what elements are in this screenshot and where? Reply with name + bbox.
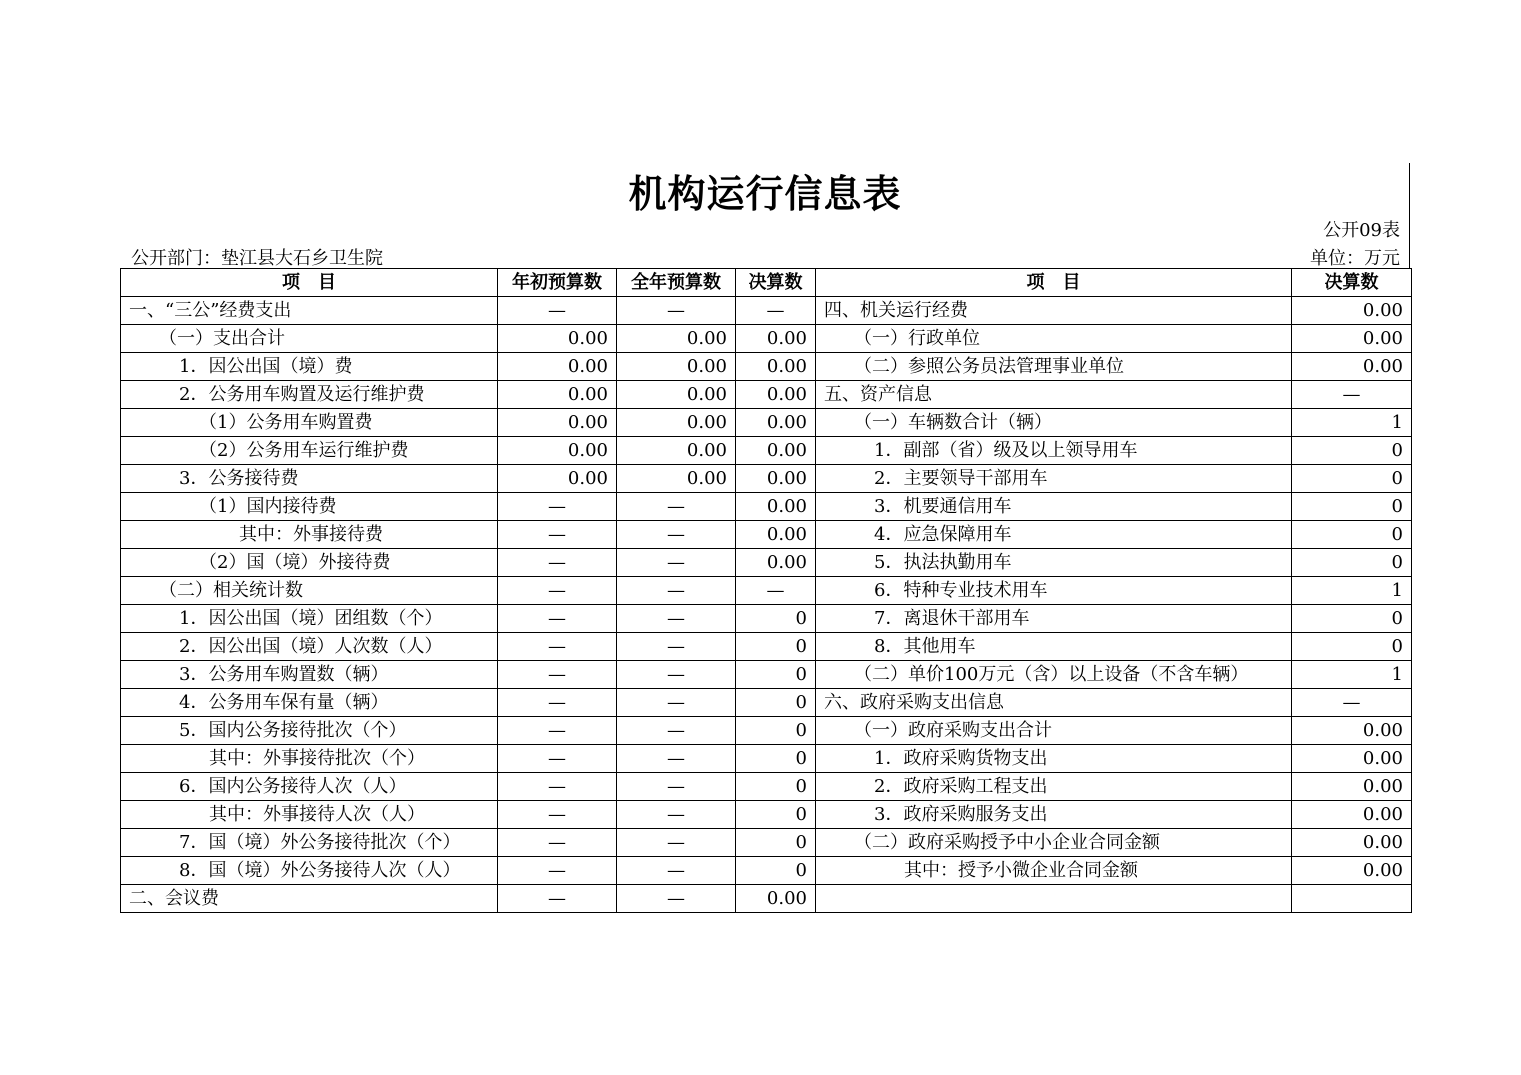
row-final: 0 <box>736 745 816 773</box>
row-final: 0 <box>736 857 816 885</box>
header-budget-initial: 年初预算数 <box>498 269 617 297</box>
row-item-label: （2）公务用车运行维护费 <box>121 437 498 465</box>
row-item-label-right: （一）车辆数合计（辆） <box>816 409 1292 437</box>
row-item-label: 3．公务用车购置数（辆） <box>121 661 498 689</box>
row-item-label: 其中：外事接待人次（人） <box>121 801 498 829</box>
row-budget-full: — <box>617 801 736 829</box>
row-final-right: 0 <box>1292 437 1412 465</box>
row-item-label: （2）国（境）外接待费 <box>121 549 498 577</box>
row-final: 0.00 <box>736 381 816 409</box>
row-final-right: 1 <box>1292 577 1412 605</box>
row-budget-initial: — <box>498 801 617 829</box>
row-budget-initial: 0.00 <box>498 381 617 409</box>
row-final: 0 <box>736 661 816 689</box>
row-budget-initial: — <box>498 773 617 801</box>
row-final-right: 0.00 <box>1292 829 1412 857</box>
table-row <box>121 857 1412 885</box>
table-row <box>121 549 1412 577</box>
row-item-label-right: 4．应急保障用车 <box>816 521 1292 549</box>
table-header-row <box>121 269 1412 297</box>
header-budget-full: 全年预算数 <box>617 269 736 297</box>
table-row <box>121 437 1412 465</box>
row-item-label: 5．国内公务接待批次（个） <box>121 717 498 745</box>
row-item-label: 2．公务用车购置及运行维护费 <box>121 381 498 409</box>
row-final: 0.00 <box>736 325 816 353</box>
row-item-label-right: （一）行政单位 <box>816 325 1292 353</box>
row-item-label-right: 2．主要领导干部用车 <box>816 465 1292 493</box>
table-row <box>121 745 1412 773</box>
row-final-right: 0.00 <box>1292 325 1412 353</box>
row-final: — <box>736 297 816 325</box>
table-row <box>121 577 1412 605</box>
row-item-label: 6．国内公务接待人次（人） <box>121 773 498 801</box>
row-budget-initial: 0.00 <box>498 409 617 437</box>
row-budget-full: — <box>617 549 736 577</box>
row-budget-initial: 0.00 <box>498 325 617 353</box>
row-final: 0 <box>736 689 816 717</box>
row-budget-initial: — <box>498 493 617 521</box>
row-budget-full: — <box>617 885 736 913</box>
row-item-label-right: 2．政府采购工程支出 <box>816 773 1292 801</box>
row-item-label: 其中：外事接待批次（个） <box>121 745 498 773</box>
row-final-right: 0 <box>1292 549 1412 577</box>
row-final-right: 0 <box>1292 605 1412 633</box>
row-final-right: — <box>1292 689 1412 717</box>
right-border-line <box>1409 163 1410 268</box>
row-final: 0 <box>736 717 816 745</box>
row-item-label: 2．因公出国（境）人次数（人） <box>121 633 498 661</box>
row-item-label: （1）公务用车购置费 <box>121 409 498 437</box>
row-budget-initial: — <box>498 549 617 577</box>
form-number: 公开09表 <box>1323 220 1400 241</box>
row-budget-full: 0.00 <box>617 409 736 437</box>
row-item-label: 其中：外事接待费 <box>121 521 498 549</box>
row-budget-full: — <box>617 633 736 661</box>
row-final-right: 1 <box>1292 409 1412 437</box>
row-item-label-right: （二）单价100万元（含）以上设备（不含车辆） <box>816 661 1292 689</box>
row-item-label: 4．公务用车保有量（辆） <box>121 689 498 717</box>
row-final-right: 1 <box>1292 661 1412 689</box>
table-row <box>121 325 1412 353</box>
row-item-label-right: （一）政府采购支出合计 <box>816 717 1292 745</box>
row-budget-full: — <box>617 857 736 885</box>
header-final: 决算数 <box>736 269 816 297</box>
page-title: 机构运行信息表 <box>628 172 902 216</box>
row-budget-full: 0.00 <box>617 381 736 409</box>
header-item-right: 项 目 <box>816 269 1292 297</box>
row-final-right: — <box>1292 381 1412 409</box>
row-final: 0.00 <box>736 353 816 381</box>
row-final-right: 0.00 <box>1292 717 1412 745</box>
row-final: — <box>736 577 816 605</box>
row-item-label-right: 1．副部（省）级及以上领导用车 <box>816 437 1292 465</box>
row-budget-full: — <box>617 661 736 689</box>
row-item-label-right: 7．离退休干部用车 <box>816 605 1292 633</box>
row-budget-initial: — <box>498 605 617 633</box>
table-row <box>121 829 1412 857</box>
row-budget-initial: — <box>498 885 617 913</box>
row-item-label-right: 6．特种专业技术用车 <box>816 577 1292 605</box>
row-item-label-right: 5．执法执勤用车 <box>816 549 1292 577</box>
row-budget-initial: — <box>498 857 617 885</box>
row-final-right: 0.00 <box>1292 745 1412 773</box>
row-item-label: （1）国内接待费 <box>121 493 498 521</box>
row-budget-initial: — <box>498 717 617 745</box>
row-final: 0.00 <box>736 885 816 913</box>
row-item-label-right <box>816 885 1292 913</box>
row-item-label: 1．因公出国（境）费 <box>121 353 498 381</box>
row-budget-initial: 0.00 <box>498 353 617 381</box>
row-final: 0.00 <box>736 549 816 577</box>
row-item-label-right: 3．政府采购服务支出 <box>816 801 1292 829</box>
header-item: 项 目 <box>121 269 498 297</box>
unit-label: 单位：万元 <box>1310 248 1400 269</box>
row-budget-initial: — <box>498 661 617 689</box>
row-item-label-right: 其中：授予小微企业合同金额 <box>816 857 1292 885</box>
table-row <box>121 689 1412 717</box>
row-item-label-right: 六、政府采购支出信息 <box>816 689 1292 717</box>
row-budget-full: 0.00 <box>617 353 736 381</box>
row-budget-initial: — <box>498 577 617 605</box>
table-row <box>121 773 1412 801</box>
row-budget-initial: — <box>498 521 617 549</box>
row-item-label-right: 五、资产信息 <box>816 381 1292 409</box>
row-budget-full: — <box>617 577 736 605</box>
row-item-label: 1．因公出国（境）团组数（个） <box>121 605 498 633</box>
row-final-right: 0 <box>1292 465 1412 493</box>
row-item-label: 3．公务接待费 <box>121 465 498 493</box>
row-budget-full: — <box>617 829 736 857</box>
row-budget-full: — <box>617 493 736 521</box>
row-final-right: 0 <box>1292 521 1412 549</box>
table-row <box>121 605 1412 633</box>
row-item-label: （二）相关统计数 <box>121 577 498 605</box>
row-final-right: 0.00 <box>1292 773 1412 801</box>
row-final-right: 0.00 <box>1292 857 1412 885</box>
row-budget-full: — <box>617 745 736 773</box>
table-row <box>121 717 1412 745</box>
table-row <box>121 493 1412 521</box>
row-final: 0.00 <box>736 409 816 437</box>
row-final-right: 0.00 <box>1292 801 1412 829</box>
row-final: 0.00 <box>736 437 816 465</box>
row-budget-full: — <box>617 773 736 801</box>
row-final-right: 0.00 <box>1292 297 1412 325</box>
row-budget-full: 0.00 <box>617 325 736 353</box>
department-label: 公开部门：垫江县大石乡卫生院 <box>131 248 383 269</box>
table-row <box>121 465 1412 493</box>
row-budget-initial: 0.00 <box>498 437 617 465</box>
row-final-right: 0 <box>1292 633 1412 661</box>
row-item-label-right: 1．政府采购货物支出 <box>816 745 1292 773</box>
row-item-label-right: （二）政府采购授予中小企业合同金额 <box>816 829 1292 857</box>
row-final: 0 <box>736 773 816 801</box>
table-row <box>121 661 1412 689</box>
row-budget-full: 0.00 <box>617 437 736 465</box>
row-item-label: 7．国（境）外公务接待批次（个） <box>121 829 498 857</box>
row-item-label: 二、会议费 <box>121 885 498 913</box>
table-row <box>121 409 1412 437</box>
table-row <box>121 633 1412 661</box>
row-item-label-right: （二）参照公务员法管理事业单位 <box>816 353 1292 381</box>
row-item-label: （一）支出合计 <box>121 325 498 353</box>
row-final-right <box>1292 885 1412 913</box>
header-final-right: 决算数 <box>1292 269 1412 297</box>
row-budget-initial: — <box>498 633 617 661</box>
row-final-right: 0 <box>1292 493 1412 521</box>
row-final: 0 <box>736 633 816 661</box>
row-budget-initial: — <box>498 829 617 857</box>
table-row <box>121 297 1412 325</box>
row-budget-full: — <box>617 689 736 717</box>
table-row <box>121 885 1412 913</box>
table-row <box>121 801 1412 829</box>
row-final: 0 <box>736 605 816 633</box>
table-row <box>121 353 1412 381</box>
row-item-label: 8．国（境）外公务接待人次（人） <box>121 857 498 885</box>
row-budget-initial: — <box>498 297 617 325</box>
row-budget-initial: — <box>498 689 617 717</box>
row-budget-initial: 0.00 <box>498 465 617 493</box>
row-budget-full: 0.00 <box>617 465 736 493</box>
row-budget-full: — <box>617 605 736 633</box>
row-final: 0.00 <box>736 493 816 521</box>
row-item-label: 一、“三公”经费支出 <box>121 297 498 325</box>
row-final: 0.00 <box>736 521 816 549</box>
row-final: 0 <box>736 829 816 857</box>
table-row <box>121 521 1412 549</box>
row-final: 0.00 <box>736 465 816 493</box>
row-budget-full: — <box>617 717 736 745</box>
row-item-label-right: 四、机关运行经费 <box>816 297 1292 325</box>
row-budget-full: — <box>617 297 736 325</box>
row-item-label-right: 8．其他用车 <box>816 633 1292 661</box>
row-budget-full: — <box>617 521 736 549</box>
table-row <box>121 381 1412 409</box>
row-final-right: 0.00 <box>1292 353 1412 381</box>
row-budget-initial: — <box>498 745 617 773</box>
info-table <box>120 268 1412 913</box>
row-item-label-right: 3．机要通信用车 <box>816 493 1292 521</box>
row-final: 0 <box>736 801 816 829</box>
